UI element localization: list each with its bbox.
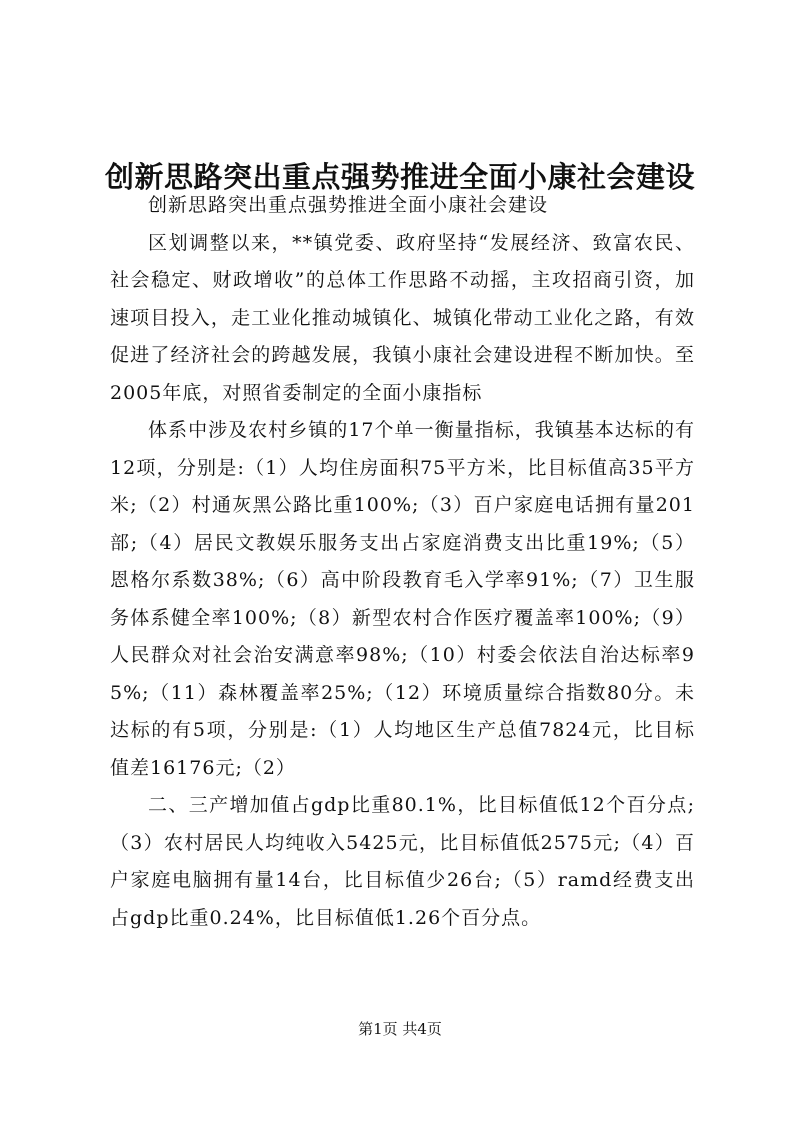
paragraph-shortfalls: 二、三产增加值占gdp比重80.1%，比目标值低12个百分点;（3）农村居民人均纯收入5425元，比目标值低2575元;（4）百户家庭电脑拥有量14台，比目标值少26台;（5）ramd经费支出占gdp比重0.24%，比目标值低1.26个百分点。 [110, 794, 695, 929]
page-footer: 第1页 共4页 [358, 1020, 442, 1038]
document-body [110, 187, 695, 937]
paragraph-intro: 区划调整以来，**镇党委、政府坚持“发展经济、致富农民、社会稳定、财政增收”的总体工作思路不动摇，主攻招商引资，加速项目投入，走工业化推动城镇化、城镇化带动工业化之路，有效促进了经济社会的跨越发展，我镇小康社会建设进程不断加快。至2005年底，对照省委制定的全面小康指标 [110, 231, 695, 404]
document-title: 创新思路突出重点强势推进全面小康社会建设 [104, 160, 695, 195]
paragraph-indicators: 体系中涉及农村乡镇的17个单一衡量指标，我镇基本达标的有12项，分别是:（1）人均住房面积75平方米，比目标值高35平方米;（2）村通灰黑公路比重100%;（3）百户家庭电话拥有量201部;（4）居民文教娱乐服务支出占家庭消费支出比重19%;（5）恩格尔系数38%;（6）高中阶段教育毛入学率91%;（7）卫生服务体系健全率100%;（8）新型农村合作医疗覆盖率100%;（9）人民群众对社会治安满意率98%;（10）村委会依法自治达标率95%;（11）森林覆盖率25%;（12）环境质量综合指数80分。未达标的有5项，分别是:（1）人均地区生产总值7824元，比目标值差16176元;（2） [110, 419, 695, 779]
paragraph-subtitle: 创新思路突出重点强势推进全面小康社会建设 [148, 194, 549, 216]
